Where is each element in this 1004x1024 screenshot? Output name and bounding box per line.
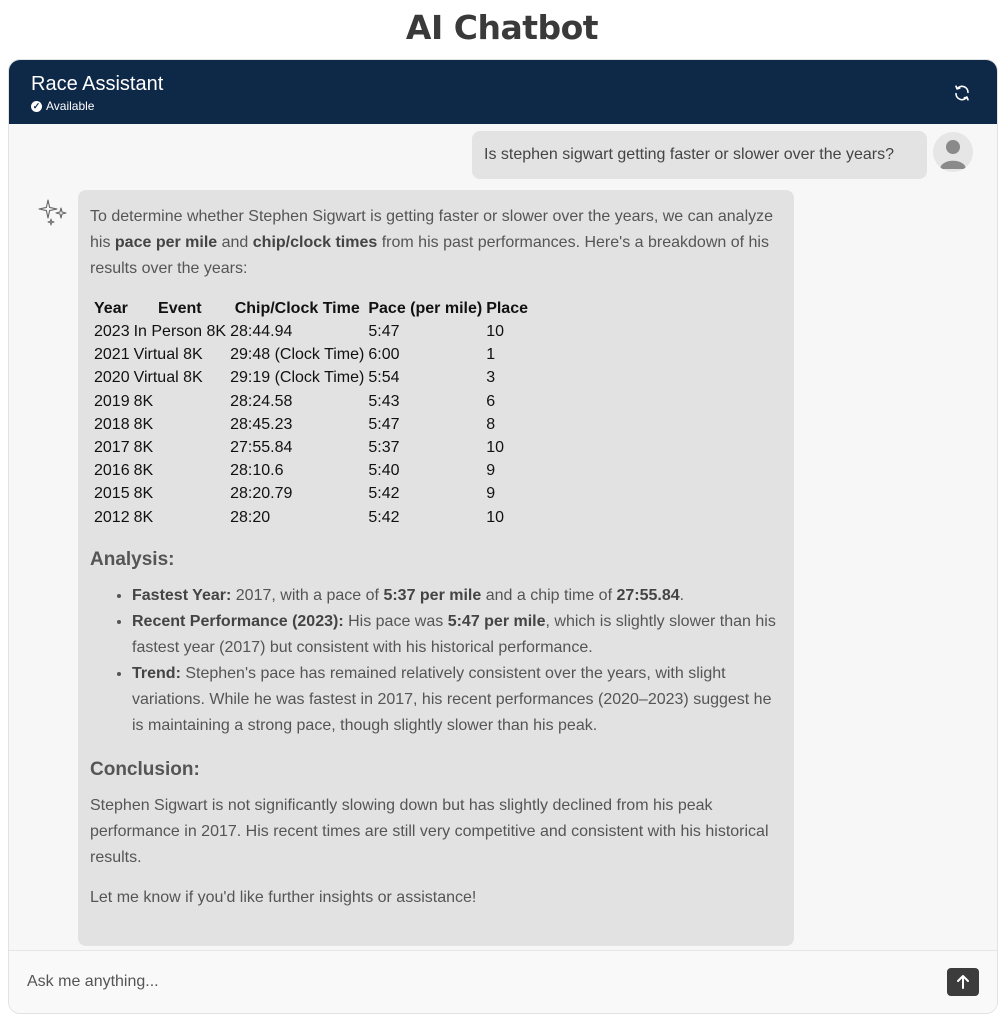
page-title: AI Chatbot: [405, 8, 599, 47]
table-cell: 8K: [133, 508, 154, 526]
status-indicator: [31, 99, 94, 113]
table-cell: 28:10.6: [230, 462, 284, 480]
message-list[interactable]: [9, 124, 997, 950]
table-cell: 5:40: [368, 462, 400, 480]
table-cell: 28:20.79: [230, 485, 293, 503]
assistant-name: Race Assistant: [31, 73, 164, 95]
table-cell: 10: [486, 439, 504, 457]
table-cell: 29:19 (Clock Time): [230, 369, 365, 387]
input-bar: [9, 950, 997, 1014]
list-item: • Fastest Year: 2017, with a pace of 5:37 per mile and a chip time of 27:55.84.: [132, 583, 782, 609]
table-cell: 2018: [94, 415, 130, 433]
chat-header: [9, 60, 997, 124]
table-cell: 9: [486, 485, 496, 503]
table-row: [92, 320, 530, 343]
table-row: [92, 343, 530, 366]
column-header: Pace (per mile): [368, 300, 483, 317]
table-row: [92, 459, 530, 482]
table-cell: 2016: [94, 462, 130, 480]
table-cell: 1: [486, 346, 496, 364]
table-cell: 2023: [94, 323, 130, 340]
closing-paragraph: Let me know if you'd like further insights or assistance!: [90, 888, 477, 906]
table-row: [92, 436, 530, 459]
table-cell: 5:47: [368, 415, 400, 433]
table-cell: 6: [486, 392, 496, 410]
bot-message: [78, 190, 794, 946]
table-cell: 8K: [133, 462, 154, 480]
table-cell: 2015: [94, 485, 130, 503]
list-item: • Recent Performance (2023): His pace was 5:47 per mile, which is slightly slower than his fastest year (2017) but consistent with his historical performance.: [132, 609, 782, 661]
table-cell: 5:43: [368, 392, 400, 410]
table-cell: 5:54: [368, 369, 400, 387]
list-item: • Trend: Stephen's pace has remained relatively consistent over the years, with slight variations. While he was fastest in 2017, his recent performances (2020–2023) suggest he is maintaining a strong pace, though slightly slower than his peak.: [132, 661, 782, 739]
send-button[interactable]: [947, 968, 979, 996]
table-cell: 27:55.84: [230, 439, 293, 457]
sparkle-icon: [37, 198, 69, 228]
user-message: Is stephen sigwart getting faster or slower over the years?: [472, 131, 927, 179]
table-cell: Virtual 8K: [133, 369, 203, 387]
table-cell: 2020: [94, 369, 130, 387]
table-row: [92, 413, 530, 436]
arrow-up-icon: [955, 974, 971, 990]
table-cell: 2012: [94, 508, 130, 526]
analysis-list: [90, 583, 782, 739]
conclusion-heading: Conclusion:: [90, 758, 200, 780]
column-header: Chip/Clock Time: [234, 300, 360, 317]
intro-paragraph: To determine whether Stephen Sigwart is getting faster or slower over the years, we can analyze his pace per mile and chip/clock times from his past performances. Here's a breakdown of his results over the years:: [90, 208, 774, 277]
table-cell: 10: [486, 508, 504, 526]
results-table: [92, 298, 530, 529]
table-cell: 3: [486, 369, 496, 387]
table-cell: 29:48 (Clock Time): [230, 346, 365, 364]
table-row: [92, 506, 530, 529]
table-cell: 2019: [94, 392, 130, 410]
table-cell: 10: [486, 323, 504, 340]
refresh-icon: [953, 84, 971, 102]
column-header: Event: [158, 300, 202, 317]
table-cell: 8K: [133, 415, 154, 433]
status-label: Available: [46, 99, 95, 113]
table-row: [92, 366, 530, 389]
table-cell: Virtual 8K: [133, 346, 203, 364]
table-cell: In Person 8K: [133, 323, 227, 340]
table-cell: 8: [486, 415, 496, 433]
check-circle-icon: ✓: [32, 100, 41, 111]
table-cell: 2017: [94, 439, 130, 457]
table-cell: 28:44.94: [230, 323, 293, 340]
analysis-heading: Analysis:: [90, 548, 175, 570]
table-cell: 9: [486, 462, 496, 480]
chat-input[interactable]: [25, 963, 929, 1001]
column-header: Place: [486, 300, 528, 317]
table-cell: 28:24.58: [230, 392, 293, 410]
table-cell: 8K: [133, 485, 154, 503]
table-cell: 5:42: [368, 508, 400, 526]
column-header: Year: [94, 300, 128, 317]
table-cell: 8K: [133, 439, 154, 457]
table-row: [92, 482, 530, 505]
user-avatar-icon: [933, 132, 973, 172]
table-cell: 2021: [94, 346, 130, 364]
table-cell: 28:45.23: [230, 415, 293, 433]
table-cell: 5:42: [368, 485, 400, 503]
table-row: [92, 390, 530, 413]
table-cell: 28:20: [230, 508, 271, 526]
conclusion-paragraph: Stephen Sigwart is not significantly slowing down but has slightly declined from his peak performance in 2017. His recent times are still very competitive and consistent with his historical results.: [90, 796, 769, 866]
refresh-button[interactable]: [949, 80, 975, 106]
table-cell: 8K: [133, 392, 154, 410]
chat-window: [8, 59, 998, 1014]
table-cell: 5:47: [368, 323, 400, 340]
table-header-row: [92, 298, 530, 320]
table-cell: 5:37: [368, 439, 400, 457]
table-cell: 6:00: [368, 346, 400, 364]
